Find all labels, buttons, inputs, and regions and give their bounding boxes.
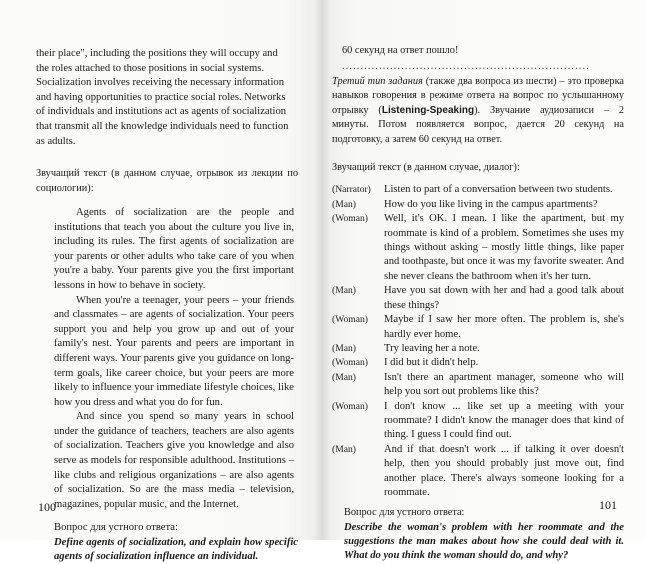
- lecture-paragraph: And since you spend so many years in school under the guidance of teachers, teachers are also agents of socialization. Teachers give you knowledge and also serve as models for responsible adulthood. Institutions – like clubs and religious organizations – are also agents of socialization. So are the mass media – television, magazines, popular music, and the Internet.: [54, 411, 294, 510]
- continued-line: Socialization involves receiving the necessary information: [36, 77, 284, 89]
- utterance: Isn't there an apartment manager, someone who will help you sort out problems like this?: [384, 371, 624, 398]
- audio-text-label: Звучащий текст (в данном случае, диалог):: [332, 162, 520, 174]
- question-text: Describe the woman's problem with her roommate and the suggestions the man makes about how she could deal with it. What do you think the woman should do, and why?: [344, 521, 624, 562]
- question-label: Вопрос для устного ответа:: [344, 507, 465, 519]
- task-description: [332, 75, 624, 147]
- lecture-paragraph: Agents of socialization are the people and institutions that teach you about the culture you live in, including its rules. The first agents of socialization are your parents or other adults who take care of you when you're a baby. Your parents give you the first important lessons in how to behave in society.: [54, 206, 294, 291]
- utterance: How do you like living in the campus apartments?: [384, 198, 598, 210]
- speaker-label: (Woman): [332, 357, 368, 369]
- speaker-label: (Man): [332, 443, 356, 455]
- continued-line: that transmit all the knowledge individuals need to function: [36, 120, 289, 132]
- speaker-label: (Woman): [332, 314, 368, 326]
- continued-line: and having opportunities to practice social roles. Networks: [36, 91, 286, 103]
- question-text: Define agents of socialization, and explain how specific agents of socialization influence an individual.: [54, 537, 298, 563]
- continued-line: as adults.: [36, 135, 76, 147]
- dialog-line: [332, 183, 624, 197]
- dialog: [332, 183, 624, 500]
- audio-text-label: Звучащий текст (в данном случае, отрывок из лекции по социологии):: [36, 168, 298, 194]
- speaker-label: (Woman): [332, 400, 368, 412]
- continued-line: of individuals and institutions act as agents of socialization: [36, 106, 287, 118]
- dialog-line: [332, 342, 624, 356]
- right-page: [322, 0, 645, 562]
- utterance: Try leaving her a note.: [384, 342, 480, 354]
- speaker-label: (Woman): [332, 213, 368, 225]
- utterance: Maybe if I saw her more often. The problem is, she's hardly ever home.: [384, 314, 624, 340]
- page-number: 100: [38, 500, 56, 514]
- task-mode: Listening-Speaking: [381, 104, 475, 116]
- left-page: [0, 0, 322, 563]
- dialog-line: [332, 371, 624, 400]
- dialog-line: [332, 198, 624, 212]
- dialog-line: [332, 443, 624, 501]
- dialog-line: [332, 212, 624, 284]
- speaker-label: (Man): [332, 285, 356, 297]
- separator-line: ...................................................................: [342, 61, 590, 72]
- utterance: Well, it's OK. I mean. I like the apartment, but my roommate is kind of a problem. Sometimes she uses my things without asking – mostly little things, like paper and toothpaste, but once it was my favorite sweater. And she never cleans the bathroom when it's her turn.: [384, 213, 624, 282]
- task-desc-part2: ). Звучание аудиозаписи – 2 минуты. Потом появляется вопрос, дается 20 секунд на подготовку, а затем 60 секунд на ответ.: [332, 104, 624, 145]
- continued-line: their place", including the positions they will occupy and: [36, 48, 278, 59]
- page-number: 101: [599, 498, 617, 512]
- dialog-line: [332, 313, 624, 342]
- task-desc-part1: (также два вопроса из шести) – это проверка навыков говорения в режиме ответа на вопрос по услышанному отрывку (: [332, 76, 624, 116]
- speaker-label: (Man): [332, 342, 356, 354]
- utterance: I don't know ... like set up a meeting with your roommate? I didn't know the manager does that kind of thing. I guess I could find out.: [384, 400, 624, 441]
- utterance: And if that doesn't work ... if talking it over doesn't help, then you should probably just move out, find another place. There's always someone looking for a roommate.: [384, 443, 624, 498]
- dialog-line: [332, 284, 624, 313]
- utterance: I did but it didn't help.: [384, 357, 479, 369]
- question-label: Вопрос для устного ответа:: [54, 522, 178, 534]
- right-column: [332, 44, 624, 563]
- speaker-label: (Man): [332, 371, 356, 383]
- utterance: Listen to part of a conversation between two students.: [384, 184, 613, 196]
- timer-text: 60 секунд на ответ пошло!: [342, 45, 459, 56]
- lecture-paragraph: When you're a teenager, your peers – your friends and classmates – are agents of socialization. Your peers support you and help you grow up and out of your family's nest. Your parents and peers are important in different ways. Your parents give you guidance on long-term goals, like career choice, but your peers are more likely to influence your immediate lifestyle choices, like how you dress and what you do for fun.: [54, 294, 294, 408]
- continued-line: the roles attached to those positions in social systems.: [36, 62, 265, 74]
- right-question-block: [344, 506, 624, 563]
- dialog-line: [332, 356, 624, 370]
- speaker-label: (Narrator): [332, 184, 371, 196]
- left-column: [36, 47, 298, 564]
- utterance: Have you sat down with her and had a good talk about these things?: [384, 285, 624, 311]
- task-type-name: Третий тип задания: [332, 76, 423, 87]
- speaker-label: (Man): [332, 198, 356, 210]
- continued-paragraph: [36, 47, 298, 149]
- dialog-line: [332, 400, 624, 443]
